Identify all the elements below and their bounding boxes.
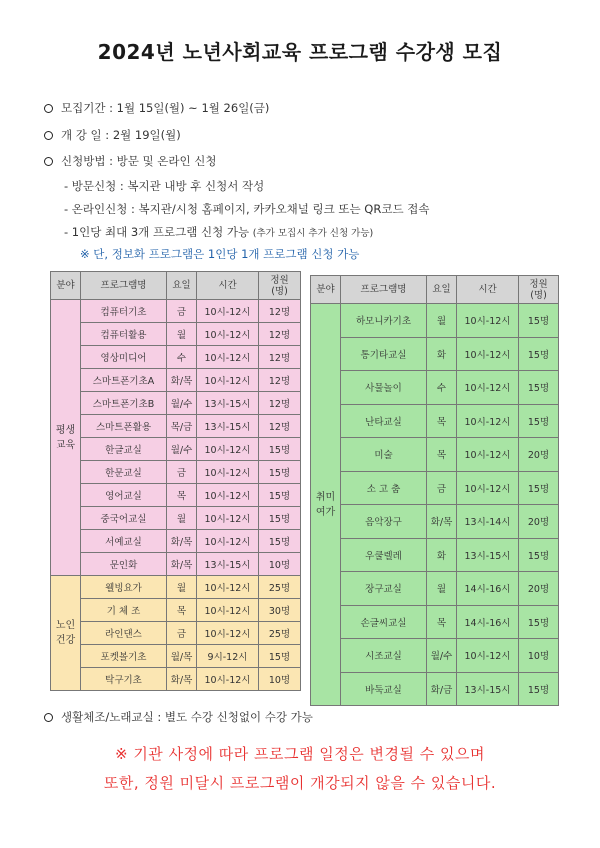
time-cell: 10시-12시 [197, 346, 259, 369]
category-label: 건강 [55, 635, 76, 646]
day-cell: 화/금 [427, 672, 457, 706]
program-cell: 미술 [341, 438, 427, 472]
time-cell: 10시-12시 [197, 668, 259, 691]
time-cell: 14시-16시 [457, 605, 519, 639]
day-cell: 목 [167, 484, 197, 507]
header-time: 시간 [197, 272, 259, 300]
time-cell: 10시-12시 [197, 507, 259, 530]
capacity-cell: 12명 [259, 323, 301, 346]
capacity-cell: 10명 [259, 553, 301, 576]
table-row [51, 438, 301, 461]
time-cell: 10시-12시 [197, 323, 259, 346]
info-method [44, 153, 216, 169]
info-period [44, 100, 269, 116]
category-label: 교육 [55, 439, 76, 451]
day-cell: 금 [427, 471, 457, 505]
capacity-cell: 10명 [259, 668, 301, 691]
day-cell: 목 [427, 404, 457, 438]
program-cell: 기 체 조 [81, 599, 167, 622]
time-cell: 10시-12시 [457, 304, 519, 338]
time-cell: 10시-12시 [197, 530, 259, 553]
capacity-cell: 15명 [519, 371, 559, 405]
program-cell: 시조교실 [341, 639, 427, 673]
day-cell: 화/목 [167, 530, 197, 553]
period-text: 모집기간 : 1월 15일(월) ~ 1월 26일(금) [61, 101, 270, 115]
program-cell: 영어교실 [81, 484, 167, 507]
table-row [311, 404, 559, 438]
category-label: 평생 [55, 424, 76, 436]
table-row [51, 461, 301, 484]
table-row [51, 507, 301, 530]
circle-bullet-icon [44, 131, 53, 140]
table-row [51, 300, 301, 323]
day-cell: 월/수 [167, 392, 197, 415]
category-label: 노인 [55, 620, 76, 631]
capacity-cell: 12명 [259, 415, 301, 438]
time-cell: 14시-16시 [457, 572, 519, 606]
table-row [51, 553, 301, 576]
time-cell: 10시-12시 [197, 369, 259, 392]
capacity-cell: 20명 [519, 505, 559, 539]
info-opening [44, 127, 181, 143]
table-row [311, 471, 559, 505]
capacity-cell: 12명 [259, 346, 301, 369]
day-cell: 수 [167, 346, 197, 369]
table-row [311, 639, 559, 673]
header-day: 요일 [167, 272, 197, 300]
header-time: 시간 [457, 276, 519, 304]
time-cell: 13시-14시 [457, 505, 519, 539]
capacity-cell: 30명 [259, 599, 301, 622]
day-cell: 목/금 [167, 415, 197, 438]
capacity-cell: 15명 [519, 471, 559, 505]
day-cell: 금 [167, 300, 197, 323]
time-cell: 10시-12시 [197, 622, 259, 645]
program-cell: 음악장구 [341, 505, 427, 539]
header-capacity: 정원 (명) [259, 272, 301, 300]
day-cell: 월/수 [167, 438, 197, 461]
program-cell: 손글씨교실 [341, 605, 427, 639]
time-cell: 10시-12시 [197, 300, 259, 323]
day-cell: 금 [167, 622, 197, 645]
time-cell: 10시-12시 [457, 438, 519, 472]
time-cell: 13시-15시 [197, 415, 259, 438]
time-cell: 13시-15시 [197, 553, 259, 576]
day-cell: 수 [427, 371, 457, 405]
category-label: 취미 [315, 491, 336, 503]
table-row [311, 572, 559, 606]
table-row [51, 668, 301, 691]
right-program-table [310, 275, 559, 706]
capacity-cell: 12명 [259, 392, 301, 415]
time-cell: 13시-15시 [197, 392, 259, 415]
header-day: 요일 [427, 276, 457, 304]
day-cell: 화/목 [167, 668, 197, 691]
program-cell: 탁구기초 [81, 668, 167, 691]
capacity-cell: 12명 [259, 300, 301, 323]
program-cell: 중국어교실 [81, 507, 167, 530]
capacity-cell: 20명 [519, 438, 559, 472]
category-cell [311, 304, 341, 706]
day-cell: 월 [427, 572, 457, 606]
table-row [311, 438, 559, 472]
table-row [51, 346, 301, 369]
table-row [51, 369, 301, 392]
table-row [311, 304, 559, 338]
day-cell: 월 [167, 323, 197, 346]
table-row [51, 599, 301, 622]
table-row [51, 392, 301, 415]
category-label: 여가 [315, 506, 336, 518]
capacity-cell: 15명 [519, 538, 559, 572]
time-cell: 10시-12시 [457, 471, 519, 505]
program-cell: 사물놀이 [341, 371, 427, 405]
day-cell: 목 [427, 438, 457, 472]
category-cell [51, 576, 81, 691]
circle-bullet-icon [44, 104, 53, 113]
program-cell: 스마트폰기초A [81, 369, 167, 392]
capacity-cell: 15명 [519, 304, 559, 338]
capacity-cell: 15명 [259, 461, 301, 484]
capacity-cell: 15명 [519, 337, 559, 371]
capacity-cell: 12명 [259, 369, 301, 392]
day-cell: 월/목 [167, 645, 197, 668]
capacity-cell: 15명 [259, 438, 301, 461]
time-cell: 10시-12시 [197, 484, 259, 507]
program-cell: 장구교실 [341, 572, 427, 606]
table-row [311, 672, 559, 706]
table-row [51, 645, 301, 668]
program-cell: 서예교실 [81, 530, 167, 553]
table-row [51, 576, 301, 599]
program-cell: 컴퓨터활용 [81, 323, 167, 346]
warning-line-1: ※ 기관 사정에 따라 프로그램 일정은 변경될 수 있으며 [114, 745, 485, 763]
time-cell: 10시-12시 [457, 371, 519, 405]
table-row [51, 530, 301, 553]
day-cell: 목 [427, 605, 457, 639]
time-cell: 10시-12시 [457, 337, 519, 371]
warning-line-2: 또한, 정원 미달시 프로그램이 개강되지 않을 수 있습니다. [103, 774, 497, 792]
program-cell: 통기타교실 [341, 337, 427, 371]
table-row [311, 337, 559, 371]
program-cell: 난타교실 [341, 404, 427, 438]
day-cell: 월 [167, 507, 197, 530]
day-cell: 금 [167, 461, 197, 484]
time-cell: 10시-12시 [457, 404, 519, 438]
table-row [51, 622, 301, 645]
capacity-cell: 15명 [259, 645, 301, 668]
table-row [51, 415, 301, 438]
time-cell: 10시-12시 [197, 576, 259, 599]
table-row [51, 484, 301, 507]
exercise-note-text: 생활체조/노래교실 : 별도 수강 신청없이 수강 가능 [61, 710, 313, 724]
program-cell: 라인댄스 [81, 622, 167, 645]
day-cell: 화 [427, 538, 457, 572]
capacity-cell: 20명 [519, 572, 559, 606]
exercise-note [44, 709, 313, 725]
online-text: - 온라인신청 : 복지관/시청 홈페이지, 카카오채널 링크 또는 QR코드 접속 [64, 202, 430, 216]
capacity-cell: 15명 [519, 404, 559, 438]
table-row [311, 605, 559, 639]
capacity-cell: 15명 [519, 605, 559, 639]
program-cell: 소 고 춤 [341, 471, 427, 505]
day-cell: 월 [167, 576, 197, 599]
limit-paren: (추가 모집시 추가 신청 가능) [252, 228, 374, 239]
time-cell: 13시-15시 [457, 672, 519, 706]
day-cell: 월/수 [427, 639, 457, 673]
table-row [311, 371, 559, 405]
program-cell: 하모니카기초 [341, 304, 427, 338]
program-cell: 스마트폰기초B [81, 392, 167, 415]
day-cell: 월 [427, 304, 457, 338]
table-row [51, 323, 301, 346]
capacity-cell: 15명 [259, 507, 301, 530]
day-cell: 화/목 [427, 505, 457, 539]
info-note: ※ 단, 정보화 프로그램은 1인당 1개 프로그램 신청 가능 [80, 247, 360, 261]
day-cell: 화/목 [167, 553, 197, 576]
header-capacity: 정원 (명) [519, 276, 559, 304]
program-cell: 포켓볼기초 [81, 645, 167, 668]
capacity-cell: 25명 [259, 622, 301, 645]
program-cell: 웰빙요가 [81, 576, 167, 599]
day-cell: 화 [427, 337, 457, 371]
opening-text: 개 강 일 : 2월 19일(월) [61, 128, 181, 142]
program-cell: 한글교실 [81, 438, 167, 461]
time-cell: 10시-12시 [457, 639, 519, 673]
program-cell: 우쿨렐레 [341, 538, 427, 572]
time-cell: 13시-15시 [457, 538, 519, 572]
header-program: 프로그램명 [81, 272, 167, 300]
header-category: 분야 [311, 276, 341, 304]
header-program: 프로그램명 [341, 276, 427, 304]
time-cell: 10시-12시 [197, 599, 259, 622]
capacity-cell: 10명 [519, 639, 559, 673]
page-title: 2024년 노년사회교육 프로그램 수강생 모집 [97, 40, 503, 64]
day-cell: 목 [167, 599, 197, 622]
category-cell [51, 300, 81, 576]
limit-text [64, 224, 373, 240]
program-cell: 컴퓨터기초 [81, 300, 167, 323]
table-row [311, 538, 559, 572]
program-cell: 한문교실 [81, 461, 167, 484]
program-cell: 문인화 [81, 553, 167, 576]
table-row [311, 505, 559, 539]
circle-bullet-icon [44, 713, 53, 722]
program-cell: 스마트폰활용 [81, 415, 167, 438]
time-cell: 10시-12시 [197, 461, 259, 484]
capacity-cell: 15명 [259, 484, 301, 507]
header-category: 분야 [51, 272, 81, 300]
program-cell: 바둑교실 [341, 672, 427, 706]
capacity-cell: 15명 [259, 530, 301, 553]
day-cell: 화/목 [167, 369, 197, 392]
capacity-cell: 15명 [519, 672, 559, 706]
left-program-table [50, 271, 301, 691]
visit-text: - 방문신청 : 복지관 내방 후 신청서 작성 [64, 179, 265, 193]
time-cell: 10시-12시 [197, 438, 259, 461]
limit-main: - 1인당 최대 3개 프로그램 신청 가능 [64, 225, 250, 239]
method-text: 신청방법 : 방문 및 온라인 신청 [61, 154, 217, 168]
capacity-cell: 25명 [259, 576, 301, 599]
circle-bullet-icon [44, 157, 53, 166]
program-cell: 영상미디어 [81, 346, 167, 369]
time-cell: 9시-12시 [197, 645, 259, 668]
